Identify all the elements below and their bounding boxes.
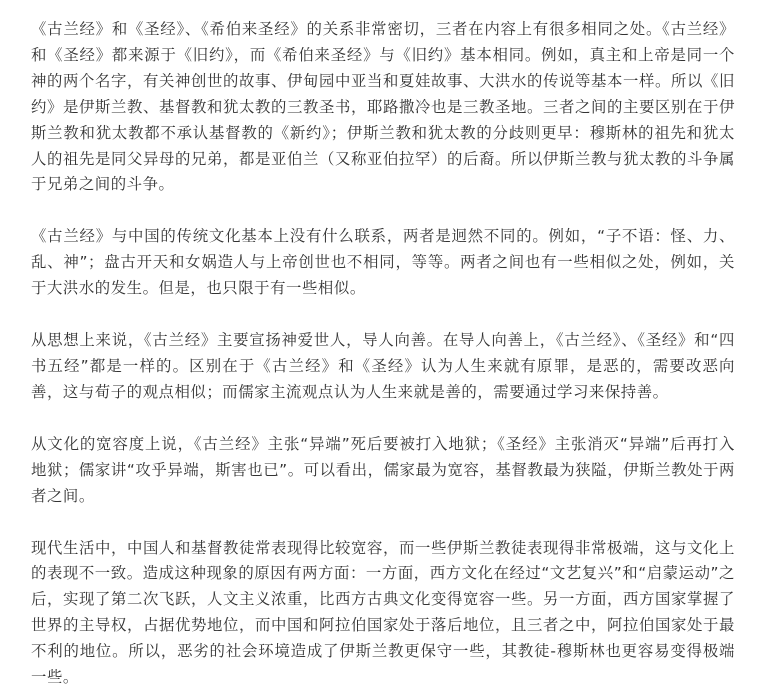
paragraph-relationship-of-scriptures: 《古兰经》和《圣经》、《希伯来圣经》的关系非常密切，三者在内容上有很多相同之处。《古兰经》和《圣经》都来源于《旧约》，而《希伯来圣经》与《旧约》基本相同。例如，真主和上帝是同一个神的两个名字，有关神创世的故事、伊甸园中亚当和夏娃故事、大洪水的传说等基本一样。所以《旧约》是伊斯兰教、基督教和犹太教的三教圣书，耶路撒冷也是三教圣地。三者之间的主要区别在于伊斯兰教和犹太教都不承认基督教的《新约》；伊斯兰教和犹太教的分歧则更早：穆斯林的祖先和犹太人的祖先是同父异母的兄弟，都是亚伯兰（又称亚伯拉罕）的后裔。所以伊斯兰教与犹太教的斗争属于兄弟之间的斗争。 [31, 20, 735, 194]
paragraph-thought: 从思想上来说，《古兰经》主要宣扬神爱世人，导人向善。在导人向善上，《古兰经》、《圣经》和“四书五经”都是一样的。区别在于《古兰经》和《圣经》认为人生来就有原罪，是恶的，需要改恶向善，这与荀子的观点相似；而儒家主流观点认为人生来就是善的，需要通过学习来保持善。 [31, 331, 735, 401]
paragraph-modern-life: 现代生活中，中国人和基督教徒常表现得比较宽容，而一些伊斯兰教徒表现得非常极端，这与文化上的表现不一致。造成这种现象的原因有两方面：一方面，西方文化在经过“文艺复兴”和“启蒙运动”之后，实现了第二次飞跃，人文主义浓重，比西方古典文化变得宽容一些。另一方面，西方国家掌握了世界的主导权，占据优势地位，而中国和阿拉伯国家处于落后地位，且三者之中，阿拉伯国家处于最不利的地位。所以，恶劣的社会环境造成了伊斯兰教更保守一些，其教徒-穆斯林也更容易变得极端一些。 [31, 538, 735, 687]
paragraph-tolerance: 从文化的宽容度上说，《古兰经》主张“异端”死后要被打入地狱；《圣经》主张消灭“异端”后再打入地狱；儒家讲“攻乎异端，斯害也已”。可以看出，儒家最为宽容，基督教最为狭隘，伊斯兰教处于两者之间。 [31, 434, 735, 505]
paragraph-chinese-culture: 《古兰经》与中国的传统文化基本上没有什么联系，两者是迥然不同的。例如，“子不语：怪、力、乱、神”；盘古开天和女娲造人与上帝创世也不相同，等等。两者之间也有一些相似之处，例如，关于大洪水的发生。但是，也只限于有一些相似。 [31, 227, 735, 298]
